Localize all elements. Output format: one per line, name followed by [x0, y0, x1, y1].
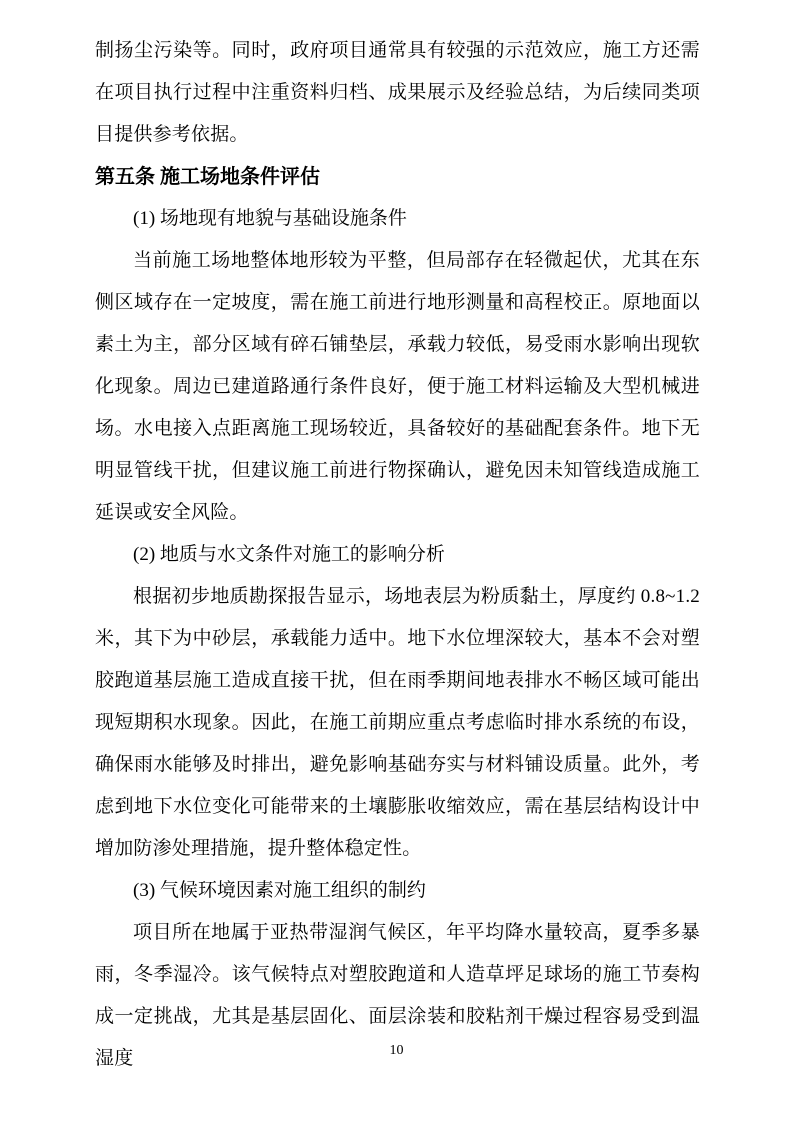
subsection-heading-3: (3) 气候环境因素对施工组织的制约: [133, 880, 426, 901]
paragraph-climate-constraints: 项目所在地属于亚热带湿润气候区，年平均降水量较高，夏季多暴雨，冬季湿冷。该气候特点对塑胶跑道和人造草坪足球场的施工节奏构成一定挑战，尤其是基层固化、面层涂装和胶粘剂干燥过程容易受到温湿度: [95, 922, 700, 1069]
subsection-heading-1: (1) 场地现有地貌与基础设施条件: [133, 208, 407, 229]
paragraph-site-conditions: 当前施工场地整体地形较为平整，但局部存在轻微起伏，尤其在东侧区域存在一定坡度，需在施工前进行地形测量和高程校正。原地面以素土为主，部分区域有碎石铺垫层，承载力较低，易受雨水影响出现软化现象。周边已建道路通行条件良好，便于施工材料运输及大型机械进场。水电接入点距离施工现场较近，具备较好的基础配套条件。地下无明显管线干扰，但建议施工前进行物探确认，避免因未知管线造成施工延误或安全风险。: [95, 250, 700, 523]
section-heading-article-5: 第五条 施工场地条件评估: [95, 166, 320, 188]
paragraph-continuation: 制扬尘污染等。同时，政府项目通常具有较强的示范效应，施工方还需在项目执行过程中注重资料归档、成果展示及经验总结，为后续同类项目提供参考依据。: [95, 40, 700, 145]
subsection-heading-2: (2) 地质与水文条件对施工的影响分析: [133, 544, 445, 565]
paragraph-geology-hydrology: 根据初步地质勘探报告显示，场地表层为粉质黏土，厚度约 0.8~1.2米，其下为中砂层，承载能力适中。地下水位埋深较大，基本不会对塑胶跑道基层施工造成直接干扰，但在雨季期间地表排水不畅区域可能出现短期积水现象。因此，在施工前期应重点考虑临时排水系统的布设，确保雨水能够及时排出，避免影响基础夯实与材料铺设质量。此外，考虑到地下水位变化可能带来的土壤膨胀收缩效应，需在基层结构设计中增加防渗处理措施，提升整体稳定性。: [95, 586, 700, 859]
page-number: 10: [389, 1043, 404, 1058]
